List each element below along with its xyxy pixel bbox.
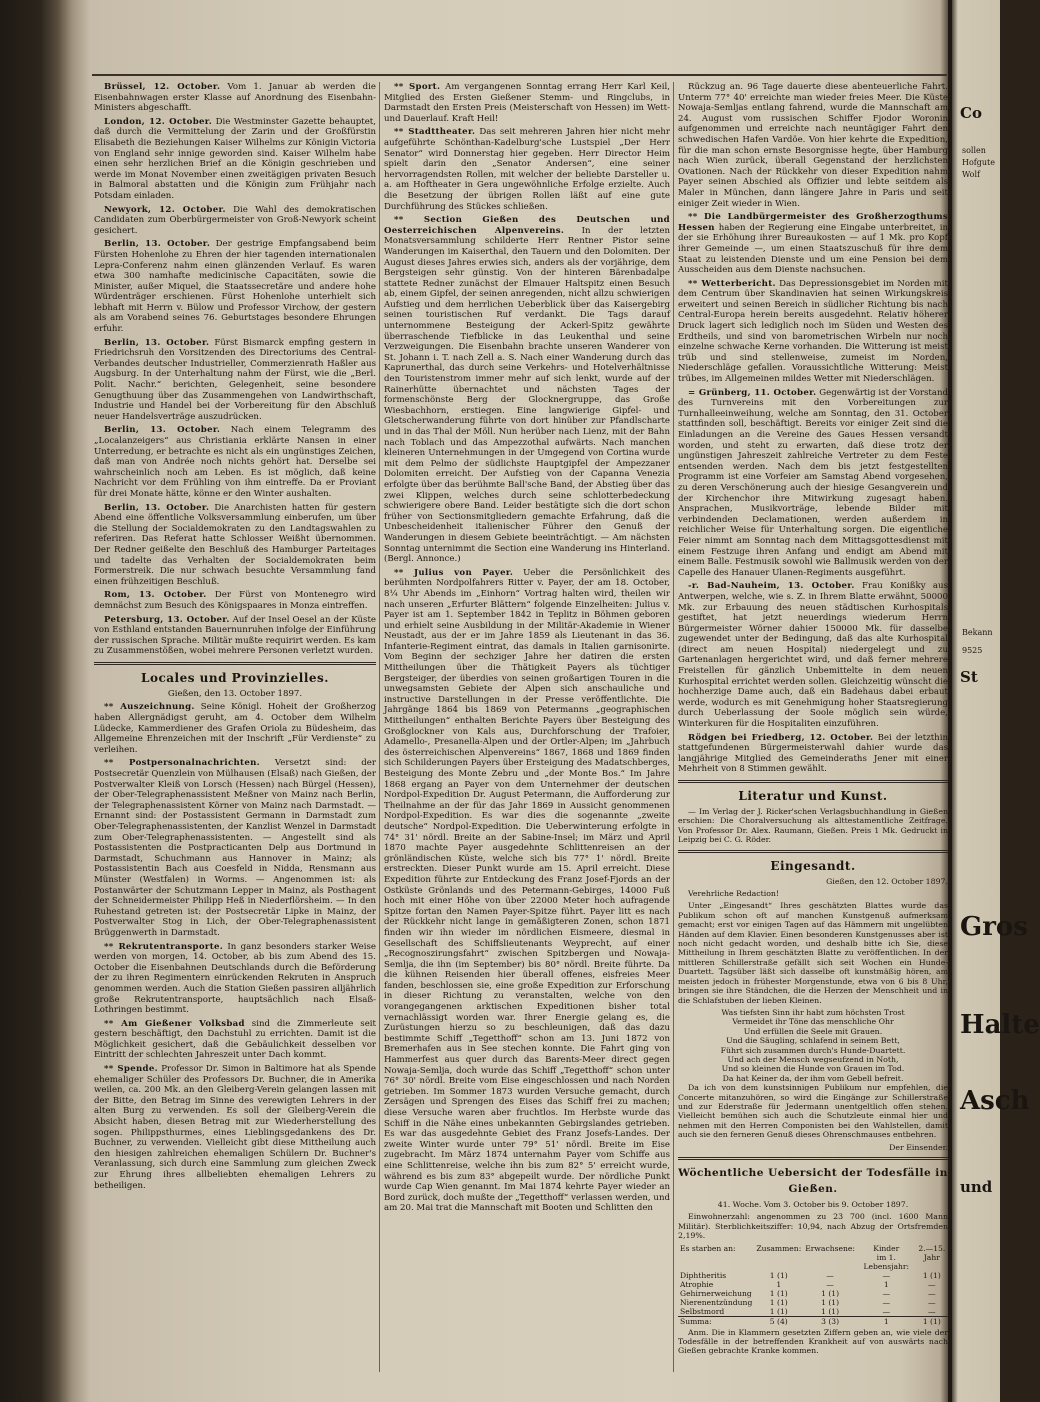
section-divider (678, 1157, 948, 1160)
article-text: Die Wahl des demokratischen Candidaten zum Oberbürgermeister von Groß-Newyork scheint gesichert. (94, 204, 377, 236)
article (94, 503, 376, 588)
table-row (678, 1280, 948, 1289)
article-head: Petersburg, 13. October. (104, 614, 230, 625)
edge-fragment: 9525 (962, 646, 983, 655)
edge-fragment: und (960, 1178, 993, 1196)
table-header-cell: 2.—15. Jahr (918, 1243, 946, 1262)
telegram-news (94, 82, 376, 657)
table-cell: — (882, 1297, 891, 1307)
article-text: Das seit mehreren Jahren hier nicht mehr aufgeführte Schönthan-Kadelburg'sche Lustspiel „Der Herr Senator“ wird Donnerstag hier gegeben. Herr Director Heim spielt darin den „Senator Andersen“, eine seiner hervorragendsten Rollen, mit welcher der beliebte Darsteller u. a. am Hoftheater in Gera ungewöhnliche Erfolge erzielte. Auch die Besetzung der übrigen Rollen läßt auf eine gute Durchführung des Stückes schließen. (384, 127, 670, 212)
article-text: Seine Königl. Hoheit der Großherzog haben Allergnädigst geruht, am 4. October dem Wilhelm Lüdecke, Kammerdiener des Grafen Oriola zu Büdesheim, das Allgemeine Ehrenzeichen mit der Inschrift „Für Verdienste“ zu verleihen. (94, 702, 376, 755)
article-head: ** Auszeichnung. (104, 702, 195, 713)
article (94, 205, 376, 237)
article (678, 388, 948, 579)
article-text: Auf der Insel Oesel an der Küste von Esthland entstanden Bauernunruhen infolge der Einführung der russischen Sprache. Militär mußte requirirt werden. Es kam zu Zusammenstößen, wobei mehrere Personen verletzt wurden. (94, 614, 376, 657)
column-2 (384, 82, 670, 1382)
table-cell: 1 (1) (916, 1316, 948, 1326)
table-cell: Atrophie (680, 1279, 714, 1289)
article-text: In ganz besonders starker Weise werden von morgen, 14. October, ab bis zum Abend des 15. October die Eisenbahnen Deutschlands durch die Beförderung der zu ihren Regimentern einrückenden Rekruten in Anspruch genommen werden. Auch die Station Gießen passiren alljährlich große Rekrutentransporte, hauptsächlich nach Elsaß-Lothringen bestimmt. (94, 941, 376, 1016)
local-dateline: Gießen, den 13. October 1897. (167, 688, 303, 699)
article (94, 338, 376, 423)
article-text: Am vergangenen Sonntag errang Herr Karl Keil, Mitglied des Ersten Gießener Stemm- und Ringclubs, in Darmstadt den Ersten Preis (Meisterschaft von Hessen) im Wett- und Dauerlauf. Kraft Heil! (384, 82, 670, 124)
article-text: Versetzt sind: der Postsecretär Quenzlein von Mülhausen (Elsaß) nach Gießen, der Postverwalter Kleiß von Lorsch (Hessen) nach Bürgel (Hessen), der Ober-Telegraphenassistent Meßner von Mainz nach Berlin, der Telegraphenassistent Körner von Mainz nach Darmstadt. — Ernannt sind: der Postassistent Germann in Darmstadt zum Ober-Telegraphenassistenten, der Kanzlist Wenzel in Darmstadt zum Ober-Telegraphenassistenten. — Angestellt sind als Postassistenten die Postpracticanten Delp aus Dortmund in Darmstadt, Schuchmann aus Hannover in Mainz; als Postassistentin Bach aus Coesfeld in Nidda, Rensmann aus Münster (Westfalen) in Worms. — Angenommen ist: als Postanwärter der Schutzmann Lepper in Mainz, als Posthagent der Schneidermeister Philipp Heß in Niederflörsheim. — In den Ruhestand getreten ist: der Postsecretär Lipke in Mainz, der Postverwalter Stog in Lich, der Ober-Telegraphenassistent Brüggenwerth in Darmstadt. (94, 758, 377, 938)
table-cell: Gehirnerweichung (680, 1288, 752, 1298)
article (678, 279, 948, 385)
article (94, 590, 376, 611)
article-text: In der letzten Monatsversammlung schilderte Herr Rentner Pistor seine Wanderungen im Kaiserthal, den Tauern und den Dolomiten. Der August dieses Jahres erwies sich, anders als der vorjährige, dem Bergsteigen sehr günstig. Von der hinteren Bärenbadalpe stattete Redner zunächst der Elmauer Haltspitz einen Besuch ab, einem Gipfel, der seinen anregenden, nicht allzu schwierigen Aufstieg und dem herrlichen Ueberblick über das Kaisergebirg seinen touristischen Ruf verdankt. Die Tags darauf unternommene Besteigung der Ackerl-Spitz gewährte überraschende Tiefblicke in das Leukenthal und seine Verzweigungen. Die Eisenbahn brachte unseren Wanderer von St. Johann i. T. nach Zell a. S. Nach einer Wanderung durch das Kaprunerthal, das durch seine Verkehrs- und Hotelverhältnisse den Touristenstrom immer mehr auf sich lenkt, wurde auf der Rainerhütte übernachtet und nächsten Tages der formenschönste Berg der Glocknergruppe, das Große Wiesbachhorn, erstiegen. Eine langwierige Gipfel- und Gletscherwanderung führte von dort hinüber zur Pfandlscharte und in das Thal der Möll. Nun herüber nach Lienz, mit der Bahn nach Toblach und das Ampezzothal aufwärts. Nach manchen kleineren Unternehmungen in der Umgegend von Cortina wurde mit dem Pelmo der südlichste Hauptgipfel der Ampezzaner Dolomiten erreicht. Der Aufstieg von der Capanna Venezia erfolgte über das berühmte Ball'sche Band, der Abstieg über das zwei Klippen, welches durch seine schlotterbedeckung schwierigere obere Band. Leider bestätigte sich die dort schon früher von Sectionsmitgliedern gemachte Erfahrung, daß die Unbescheidenheit italienischer Führer den Genuß der Wanderungen in diesem Gebiete beeinträchtigt. — Am nächsten Sonntag unternimmt die Section eine Wanderung ins Hinterland. (Bergl. Annonce.) (384, 225, 671, 565)
article-text: Gegenwärtig ist der Vorstand des Turnvereins mit den Vorbereitungen zur Turnhalleeinweihung, welche am Sonntag, den 31. October stattfinden soll, beschäftigt. Bereits vor einiger Zeit sind die Einladungen an die Vereine des Gaues Hessen versandt worden, und steht zu erwarten, daß diese trotz der ungünstigen Jahreszeit zahlreiche Vertreter zu dem Feste entsenden werden. Nach dem bis jetzt festgestellten Programm ist eine Vorfeier am Samstag Abend vorgesehen, zu deren Verschönerung auch der hiesige Gesangverein und der Kirchenchor ihre Mitwirkung zugesagt haben. Ansprachen, Musikvorträge, lebende Bilder mit verbindenden Declamationen, werden außerdem in reichlicher Weise für Unterhaltung sorgen. Die eigentliche Feier nimmt am Sonntag nach dem Mittagsgottesdienst mit einem Festzuge ihren Anfang und endigt am Abend mit einem Balle. Festmusik sowohl wie Ballmusik werden von der Capelle des Hanauer Ulanen-Regiments ausgeführt. (678, 387, 948, 578)
article-head: Rödgen bei Friedberg, 12. October. (688, 732, 874, 743)
article-head: ** Spende. (104, 1064, 158, 1075)
article (678, 82, 948, 209)
table-cell: — (928, 1297, 936, 1307)
edge-fragment: Halte (960, 1010, 1040, 1040)
column-rule (673, 82, 674, 1372)
article-text: Nach einem Telegramm des „Localanzeigers“ aus Christiania erklärte Nansen in einer Unterredung, er betrachte es nicht als ein ungünstiges Zeichen, daß man von Andrée noch nichts gehört hat. Derselbe sei wahrscheinlich noch am Leben. Es ist möglich, daß keine Nachricht vor dem Frühling von ihm eintreffe. Da er Proviant für drei Monate hätte, könne er den Winter aushalten. (94, 425, 376, 499)
page-gutter (948, 0, 952, 1402)
local-news (94, 702, 376, 1191)
article (94, 425, 376, 499)
article (678, 733, 948, 775)
mortality-heading: Wöchentliche Uebersicht der Todesfälle in Gießen. (678, 1167, 948, 1195)
local-news-heading: Locales und Provinzielles. (141, 670, 329, 685)
article-text: Vom 1. Januar ab werden die Eisenbahnwagen erster Klasse auf Anordnung des Eisenbahn-Ministers abgeschafft. (94, 82, 376, 114)
mortality-note: Anm. Die in Klammern gesetzten Ziffern geben an, wie viele der Todesfälle in der betreffenden Krankheit auf von auswärts nach Gießen gebrachte Kranke kommen. (678, 1327, 948, 1356)
edge-fragment: Wolf (962, 170, 981, 179)
edge-fragment: Co (960, 104, 982, 122)
article-head: Berlin, 13. October. (104, 239, 211, 250)
edge-fragment: St (960, 668, 978, 686)
table-row (678, 1289, 948, 1298)
article-text: Professor Dr. Simon in Baltimore hat als Spende ehemaliger Schüler des Professors Dr. Buchner, die in Amerika weilen, ca. 200 Mk. an den Gleiberg-Verein gelangen lassen mit der Bitte, den Betrag im Sinne des verewigten Lehrers in der alten Burg zu verwenden. Es soll der Gleiberg-Verein die Absicht haben, diesen Betrag mit zur Wiederherstellung des sogen. Philippsthurmes, eines Lieblingsgedankens des Dr. Buchner, zu verwenden. Vielleicht gibt diese Mittheilung auch den hiesigen zahlreichen ehemaligen Schülern Dr. Buchner's Veranlassung, sich durch eine Sammlung zum gleichen Zweck zur Ehrung ihres allbeliebten ehemaligen Lehrers zu betheiligen. (94, 1064, 376, 1191)
table-cell: 1 (1) (821, 1297, 840, 1307)
table-cell: — (826, 1270, 834, 1280)
article-head: Brüssel, 12. October. (104, 82, 221, 92)
table-cell: 1 (1) (821, 1306, 840, 1316)
regional-news (678, 82, 948, 775)
mortality-rows (678, 1271, 948, 1326)
article-head: ** Die Landbürgermeister des Großherzogthums Hessen (678, 212, 948, 233)
verse-line: Vermeidet ihr Töne das menschliche Ohr (732, 1017, 894, 1027)
column-rule (379, 82, 380, 1372)
kinder-label: Kinder (873, 1243, 900, 1253)
article-text: Der gestrige Empfangsabend beim Fürsten Hohenlohe zu Ehren der hier tagenden internationalen Lepra-Conferenz nahm einen glänzenden Verlauf. Es waren etwa 300 namhafte medicinische Capacitäten, sowie die Minister, außer Miquel, die Staatssecretäre und andere hohe Würdenträger erschienen. Fürst Hohenlohe unterhielt sich lebhaft mit Herrn v. Bülow und Professor Virchow, der gestern als am Vorabend seines 76. Geburtstages besondere Ehrungen erfuhr. (94, 239, 376, 335)
article (94, 702, 376, 755)
article-text: Die Westminster Gazette behauptet, daß durch die Vermittelung der Zarin und der Großfürstin Elisabeth die Beziehungen Kaiser Wilhelms zur Königin Victoria von England sehr innige geworden sind. Kaiser Wilhelm habe einen sehr herzlichen Brief an die Königin geschrieben und werde im Monat November einen zweitägigen privaten Besuch in Balmoral abstatten und die Königin zum Frühjahr nach Potsdam einladen. (94, 116, 376, 201)
section-divider (678, 850, 948, 853)
article (678, 581, 948, 729)
article-head: ** Section Gießen des Deutschen und Oesterreichischen Alpenvereins. (384, 215, 670, 236)
letter-body: Unter „Eingesandt“ Ihres geschätzten Blattes wurde das Publikum schon oft auf manchen Kunstgenuß aufmerksam gemacht; erst vor einigen Tagen auf das Hämmern mit ungelübten Händen auf dem Klavier. Einen besonderen Kunstgenusses aber ist noch nicht gedacht worden, und deshalb bitte ich Sie, diese Mittheilung in Ihrem geschätzten Blatte zu veröffentlichen. In der mittleren Schillerstraße gefällt sich seit Wochen ein Hunde-Duartett. Tagsüber läßt sich dasselbe oft kunstmäßig hören, am meisten jedoch in frühester Morgenstunde, etwa von 6 bis 8 Uhr, bringen sie ihre Ständchen, die die Herzen der Menschheit und in die Schlafstuben der lieben Kleinen. (678, 901, 948, 1005)
article-text: Fürst Bismarck empfing gestern in Friedrichsruh den Vorsitzenden des Directoriums des Central-Verbandes deutscher Industrieller, Commerzienrath Haßler aus Augsburg. In der Unterhaltung nahm der Fürst, wie die „Berl. Polit. Nachr.“ berichten, Gelegenheit, seine besondere Genugthuung über das Zusammengehen von Landwirthschaft, Industrie und Handel bei der Vorbereitung für den Abschluß neuer Handelsverträge auszudrücken. (94, 337, 376, 422)
column-3 (678, 82, 948, 1382)
letter-dateline: Gießen, den 12. October 1897. (826, 876, 948, 886)
article-head: ** Rekrutentransporte. (104, 941, 224, 952)
article-head: ** Sport. (394, 82, 441, 92)
table-cell: — (928, 1279, 936, 1289)
table-cell: — (928, 1306, 936, 1316)
article-head: ** Julius von Payer. (394, 567, 514, 578)
table-cell: Selbstmord (680, 1306, 725, 1316)
table-cell: 1 (857, 1316, 916, 1326)
mortality-table (678, 1244, 948, 1326)
verse-line: Und so kleinen die Hunde von Grauen im Tod. (721, 1064, 905, 1074)
table-cell: — (882, 1270, 891, 1280)
table-cell: Summa: (678, 1316, 754, 1326)
table-cell: 3 (3) (803, 1316, 857, 1326)
section-divider (678, 780, 948, 783)
article-text: Rückzug an. 96 Tage dauerte diese abenteuerliche Fahrt. Unterm 77° 40' erreichte man wieder freies Meer. Die Küste Nowaja-Semljas entlang fahrend, wurde die Mannschaft am 24. August vom russischen Schiffer Fjodor Woronin aufgenommen und erreichte nach neuntägiger Fahrt den schwedischen Hafen Vardöe. Von hier kehrte die Expedition, für die man schon ernste Besorgnisse hegte, über Hamburg nach Wien zurück, überall Gegenstand der herzlichsten Ovationen. Nach der Rückkehr von dieser Expedition nahm Payer seinen Abschied als Offizier und lebte seitdem als Maler in München, dann längere Jahre in Paris und seit einiger Zeit wieder in Wien. (678, 82, 948, 209)
table-row (678, 1307, 948, 1317)
article-text: sind die Zimmerleute seit gestern beschäftigt, den Dachstuhl zu errichten. Damit ist die Möglichkeit gesichert, daß die Gebäulichkeit desselben vor Eintritt der schlechten Jahreszeit unter Dach kommt. (94, 1018, 376, 1061)
table-cell: 1 (776, 1279, 782, 1289)
edge-fragment: Hofgute (962, 158, 995, 167)
mortality-population: Einwohnerzahl: angenommen zu 23 700 (incl. 1600 Mann Militär). Sterblichkeitsziffer: 10,94, nach Abzug der Ortsfremden 2,19%. (678, 1212, 948, 1241)
article (384, 127, 670, 212)
article (94, 117, 376, 202)
letter-signature: Der Einsender. (889, 1142, 948, 1152)
article (94, 1019, 376, 1061)
table-row (678, 1271, 948, 1280)
article (94, 942, 376, 1016)
table-cell: 1 (1) (769, 1288, 788, 1298)
article (94, 82, 376, 114)
article (94, 615, 376, 657)
article (384, 568, 670, 1214)
top-rule (92, 74, 947, 76)
article (94, 239, 376, 334)
table-cell: — (928, 1288, 936, 1298)
table-cell: 5 (4) (754, 1316, 803, 1326)
letter-verses (678, 1008, 948, 1083)
edge-fragment: Bekann (962, 628, 993, 637)
article-head: ** Wetterbericht. (688, 278, 776, 289)
table-cell: 1 (1) (769, 1297, 788, 1307)
article-head: ** Stadttheater. (394, 127, 476, 138)
article (384, 215, 670, 565)
article-head: Berlin, 13. October. (104, 337, 210, 348)
table-cell: 1 (1) (821, 1288, 840, 1298)
verse-line: Und erfüllen die Seele mit Grauen. (743, 1026, 883, 1036)
table-header-cell (857, 1244, 916, 1271)
table-cell: Nierenentzündung (680, 1297, 753, 1307)
table-cell: Diphtheritis (680, 1270, 727, 1280)
column-1 (94, 82, 376, 1382)
table-row (678, 1298, 948, 1307)
verse-line: Und die Säugling, schlafend in seinem Bett, (726, 1036, 900, 1046)
verse-line: Da hat Keiner da, der ihm vom Gebell befreit. (722, 1073, 904, 1083)
article-head: Rom, 13. October. (104, 590, 207, 601)
newspaper-page (92, 62, 947, 1387)
table-header-cell: Zusammen: (756, 1243, 802, 1253)
adjacent-page-edge (956, 0, 1040, 1402)
table-header-cell: im 1. Lebensjahr: (863, 1252, 910, 1271)
article-head: ** Am Gießener Volksbad (104, 1018, 245, 1029)
table-cell: 1 (883, 1279, 889, 1289)
article-text: Die Anarchisten hatten für gestern Abend eine öffentliche Volksversammlung einberufen, um über die Stellung der Socialdemokraten zu den Landtagswahlen zu referiren. Das Referat hatte Schlosser Weißht übernommen. Der Redner geißelte den Beschluß des Hamburger Parteitages und tadelte das Verhalten der Socialdemokraten beim Formerstreik. Die nur schwach besuchte Versammlung fand einen frühzeitigen Beschluß. (94, 502, 376, 587)
article (94, 758, 376, 938)
letters-heading: Eingesandt. (770, 858, 856, 873)
verse-line: Und ach der Mensch wegseufzend in Noth, (727, 1054, 899, 1064)
edge-fragment: Asch (960, 1086, 1030, 1116)
local-news-continued (384, 82, 670, 1214)
table-cell: 1 (1) (769, 1306, 788, 1316)
article (678, 212, 948, 276)
verse-line: Führt sich zusammen durch's Hunde-Duartett. (720, 1045, 906, 1055)
section-divider (94, 662, 376, 665)
literature-heading: Literatur und Kunst. (738, 789, 888, 803)
article-head: = Grünberg, 11. October. (688, 387, 817, 398)
literature-notice: — Im Verlag der J. Ricker'schen Verlagsbuchhandlung in Gießen erschien: Die Choralversuchung als alttestamentliche Zeitfrage. Von Professor Dr. Alex. Raumann, Gießen. Preis 1 Mk. Gedruckt in Leipzig bei C. G. Röder. (678, 807, 948, 845)
letter-body-2: Da ich von dem kunstsinnigen Publikum nur empfehlen, die Concerte mitanzuhören, so wird die Eingänge zur Schillerstraße und zur Ederstraße für Jedermann unentgeltlich offen stehen. Vielleicht bemühen sich auch die Schutzleute einmal hier und nehmen mit den Herren Componisten bei den Wahlstellen, damit auch sie den ferneren Genuß dieses Ohrenschmauses entbehren. (678, 1083, 948, 1140)
article-head: -r. Bad-Nauheim, 13. October. (688, 581, 855, 592)
article-head: Berlin, 13. October. (104, 502, 210, 513)
article-text: haben der Regierung eine Eingabe unterbreitet, in der sie Erhöhung ihrer Bureaukosten — auf 1 Mk. pro Kopf ihrer Gemeinde —, um einen Staatszuschuß für ihre dem Staat zu leistenden Dienste und um eine Pension bei dem Ausscheiden aus dem Dienste nachsuchen. (678, 222, 948, 276)
verse-line: Was tiefsten Sinn ihr habt zum höchsten Trost (721, 1007, 905, 1017)
article-text: Der Fürst von Montenegro wird demnächst zum Besuch des Königspaares in Monza eintreffen. (94, 590, 377, 611)
table-row (678, 1316, 948, 1326)
table-header-cell: Erwachsene: (805, 1243, 855, 1253)
table-cell: 1 (1) (922, 1270, 941, 1280)
article (384, 82, 670, 124)
table-header-cell: Es starben an: (680, 1243, 736, 1253)
article-text: Frau Konißky aus Antwerpen, welche, wie s. Z. in Ihrem Blatte erwähnt, 50000 Mk. zur Erbauung des neuen städtischen Kurhospitals gestiftet, hat jetzt neuerdings wiederum Herrn Bürgermeister Wörner dahier 150000 Mk. für dasselbe zugewendet unter der Bedingung, daß das alte Kurhospital (direct am neuen Hospital) niedergelegt und zu Gartenanlagen hergerichtet wird, und daß ferner mehrere Freistellen für gänzlich Unbemittelte in dem neuen Kurhospital errichtet werden sollen. Gleichzeitig wünscht die hochherzige Dame auch, daß ein Badehaus dabei erbaut werde, wodurch es mit Genehmigung hoher Staatsregierung durch Ueberlassung der Soole möglich sein würde, Winterkuren für die Hospitaliten einzuführen. (678, 581, 948, 730)
table-cell: — (882, 1306, 891, 1316)
article-text: Das Depressionsgebiet im Norden mit dem Centrum über Skandinavien hat seinen Wirkungskreis erweitert und seinen Bereich in südlicher Richtung bis nach Central-Europa herein bereits ausgedehnt. Relativ höherer Druck lagert sich lediglich noch im Süden und Westen des Erdtheils, und sind von barometrischen Wirbeln nur noch einzelne schwache Kerne vorhanden. Die Witterung ist meist trüb und sind stellenweise, zumeist im Norden, Niederschläge gefallen. Voraussichtliche Witterung: Meist trübes, im Allgemeinen mildes Wetter mit Niederschlägen. (678, 278, 948, 385)
article-head: London, 12. October. (104, 116, 213, 127)
letter-salutation: Verehrliche Redaction! (688, 889, 780, 899)
article (94, 1064, 376, 1191)
edge-fragment: Gros (960, 912, 1028, 942)
table-cell: — (826, 1279, 834, 1289)
table-cell: — (882, 1288, 891, 1298)
article-text: Ueber die Persönlichkeit des berühmten Nordpolfahrers Ritter v. Payer, der am 18. October, 8¼ Uhr Abends im „Einhorn“ Vortrag halten wird, theilen wir nach unseren „Erfurter Blättern“ folgende Einzelheiten: Julius v. Payer ist am 1. September 1842 in Teplitz in Böhmen geboren und erhielt seine Ausbildung in der Militär-Akademie in Wiener Neustadt, aus der er im Jahre 1859 als Lieutenant in das 36. Infanterie-Regiment eintrat, das damals in Italien garnisonirte. Vom Beginn der sechziger Jahre her datiren die ersten Mittheilungen über die Thätigkeit Payers als tüchtiger Bergsteiger, der überdies von seinen großartigen Touren in die unwegsamsten Gebiete der Alpen sich anschauliche und instructive Darstellungen in der Presse veröffentlichte. Die Jahrgänge 1864 bis 1869 von Petermanns „geographischen Mittheilungen“ enthalten Berichte Payers über Besteigung des Großglockner von Kals aus, Durchforschung der Trafoier, Adamello-, Presanella-Alpen und der Ortler-Alpen; im „Jahrbuch des österreichischen Alpenvereins“ 1867, 1868 und 1869 finden sich Schilderungen Payers über Ersteigung des Madatschberges, Besteigung des Monte Zebru und „der Monte Bos.“ Im Jahre 1868 ergang an Payer von dem Unternehmer der deutschen Nordpol-Expedition Dr. August Petermann, die Aufforderung zur Theilnahme an der für das Jahr 1869 in Aussicht genommenen Nordpol-Expedition. Es war dies die sogenannte „zweite deutsche“ Nordpol-Expedition. Die Ueberwinterung erfolgte in 74° 31' nördl. Breite an der Sabine-Insel; im März und April 1870 machte Payer ausgedehnte Schlittenreisen an der grönländischen Küste, welche sich bis 77° 1' nördl. Breite erstreckten. Dieser Punkt wurde am 15. April erreicht. Diese Expedition führte zur Entdeckung des Franz Josef-Fjords an der Ostküste Grönlands und des Petermann-Gebirges, 14000 Fuß hoch mit einer Höhe von über 22000 Meter hoch aufragende Spitze fortan den Namen Payer-Spitze führt. Payer litt es nach der Rückkehr nicht lange in gemäßigteren Zonen, schon 1871 finden wir ihn wieder im nördlichen Eismeere, diesmal in Gesellschaft des Schiffslieutenants Weyprecht, auf einer „Recognoszirungsfahrt“ zwischen Spitzbergen und Nowaja-Semlja, die ihn (im September) bis 80° nördl. Breite führte. Da die kühnen Reisenden hier überall offenes, eisfreies Meer fanden, beschlossen sie, eine große Expedition zur Erforschung in dieser Richtung zu veranstalten, welche von den vorangegangenen arktischen Expeditionen bisher total vernachlässigt worden war. Ihrer Energie gelang es, die Zurüstungen hierzu so zu beschleunigen, daß das dazu bestimmte Schiff „Tegetthoff“ schon am 13. Juni 1872 von Bremerhafen aus in See stechen konnte. Die Fahrt ging von Hammerfest aus quer durch das Barents-Meer direct gegen Nowaja-Semlja, doch wurde das Schiff „Tegetthoff“ schon unter 76° 30' nördl. Breite vom Eise eingeschlossen und nach Norden getrieben. Im Sommer 1873 wurden Versuche gemacht, durch Zersägen und Sprengen des Eises das Schiff frei zu machen; diese Versuche waren aber fruchtlos. Im Herbste wurde das Schiff in die Nähe eines unbekannten Gebirgslandes getrieben. Es war das ausgedehnte Gebiet des Franz Josefs-Landes. Der zweite Winter wurde unter 79° 51' nördl. Breite im Eise zugebracht. Im März 1874 unternahm Payer vom Schiffe aus eine Schlittenreise, welche ihn bis zum 82° 5' erreicht wurde, während es bis zum 83° abgepeilt wurde. Der nördliche Punkt wurde Cap Wien genannt. Im Mai 1874 kehrte Payer wieder an Bord zurück, doch mußte der „Tegetthoff“ verlassen werden, und am 20. Mai trat die Mannschaft mit Booten und Schlitten den (384, 567, 671, 1214)
mortality-period: 41. Woche. Vom 3. October bis 9. October 1897. (717, 1200, 909, 1209)
article-head: ** Postpersonalnachrichten. (104, 758, 260, 769)
table-header-row (678, 1244, 948, 1271)
edge-fragment: sollen (962, 146, 986, 155)
article-head: Newyork, 12. October. (104, 204, 226, 215)
article-text: Bei der letzthin stattgefundenen Bürgermeisterwahl dahier wurde das langjährige Mitglied des Gemeinderaths Jener mit einer Mehrheit von 8 Stimmen gewählt. (678, 732, 948, 775)
article-head: Berlin, 13. October. (104, 425, 221, 436)
table-cell: 1 (1) (769, 1270, 788, 1280)
